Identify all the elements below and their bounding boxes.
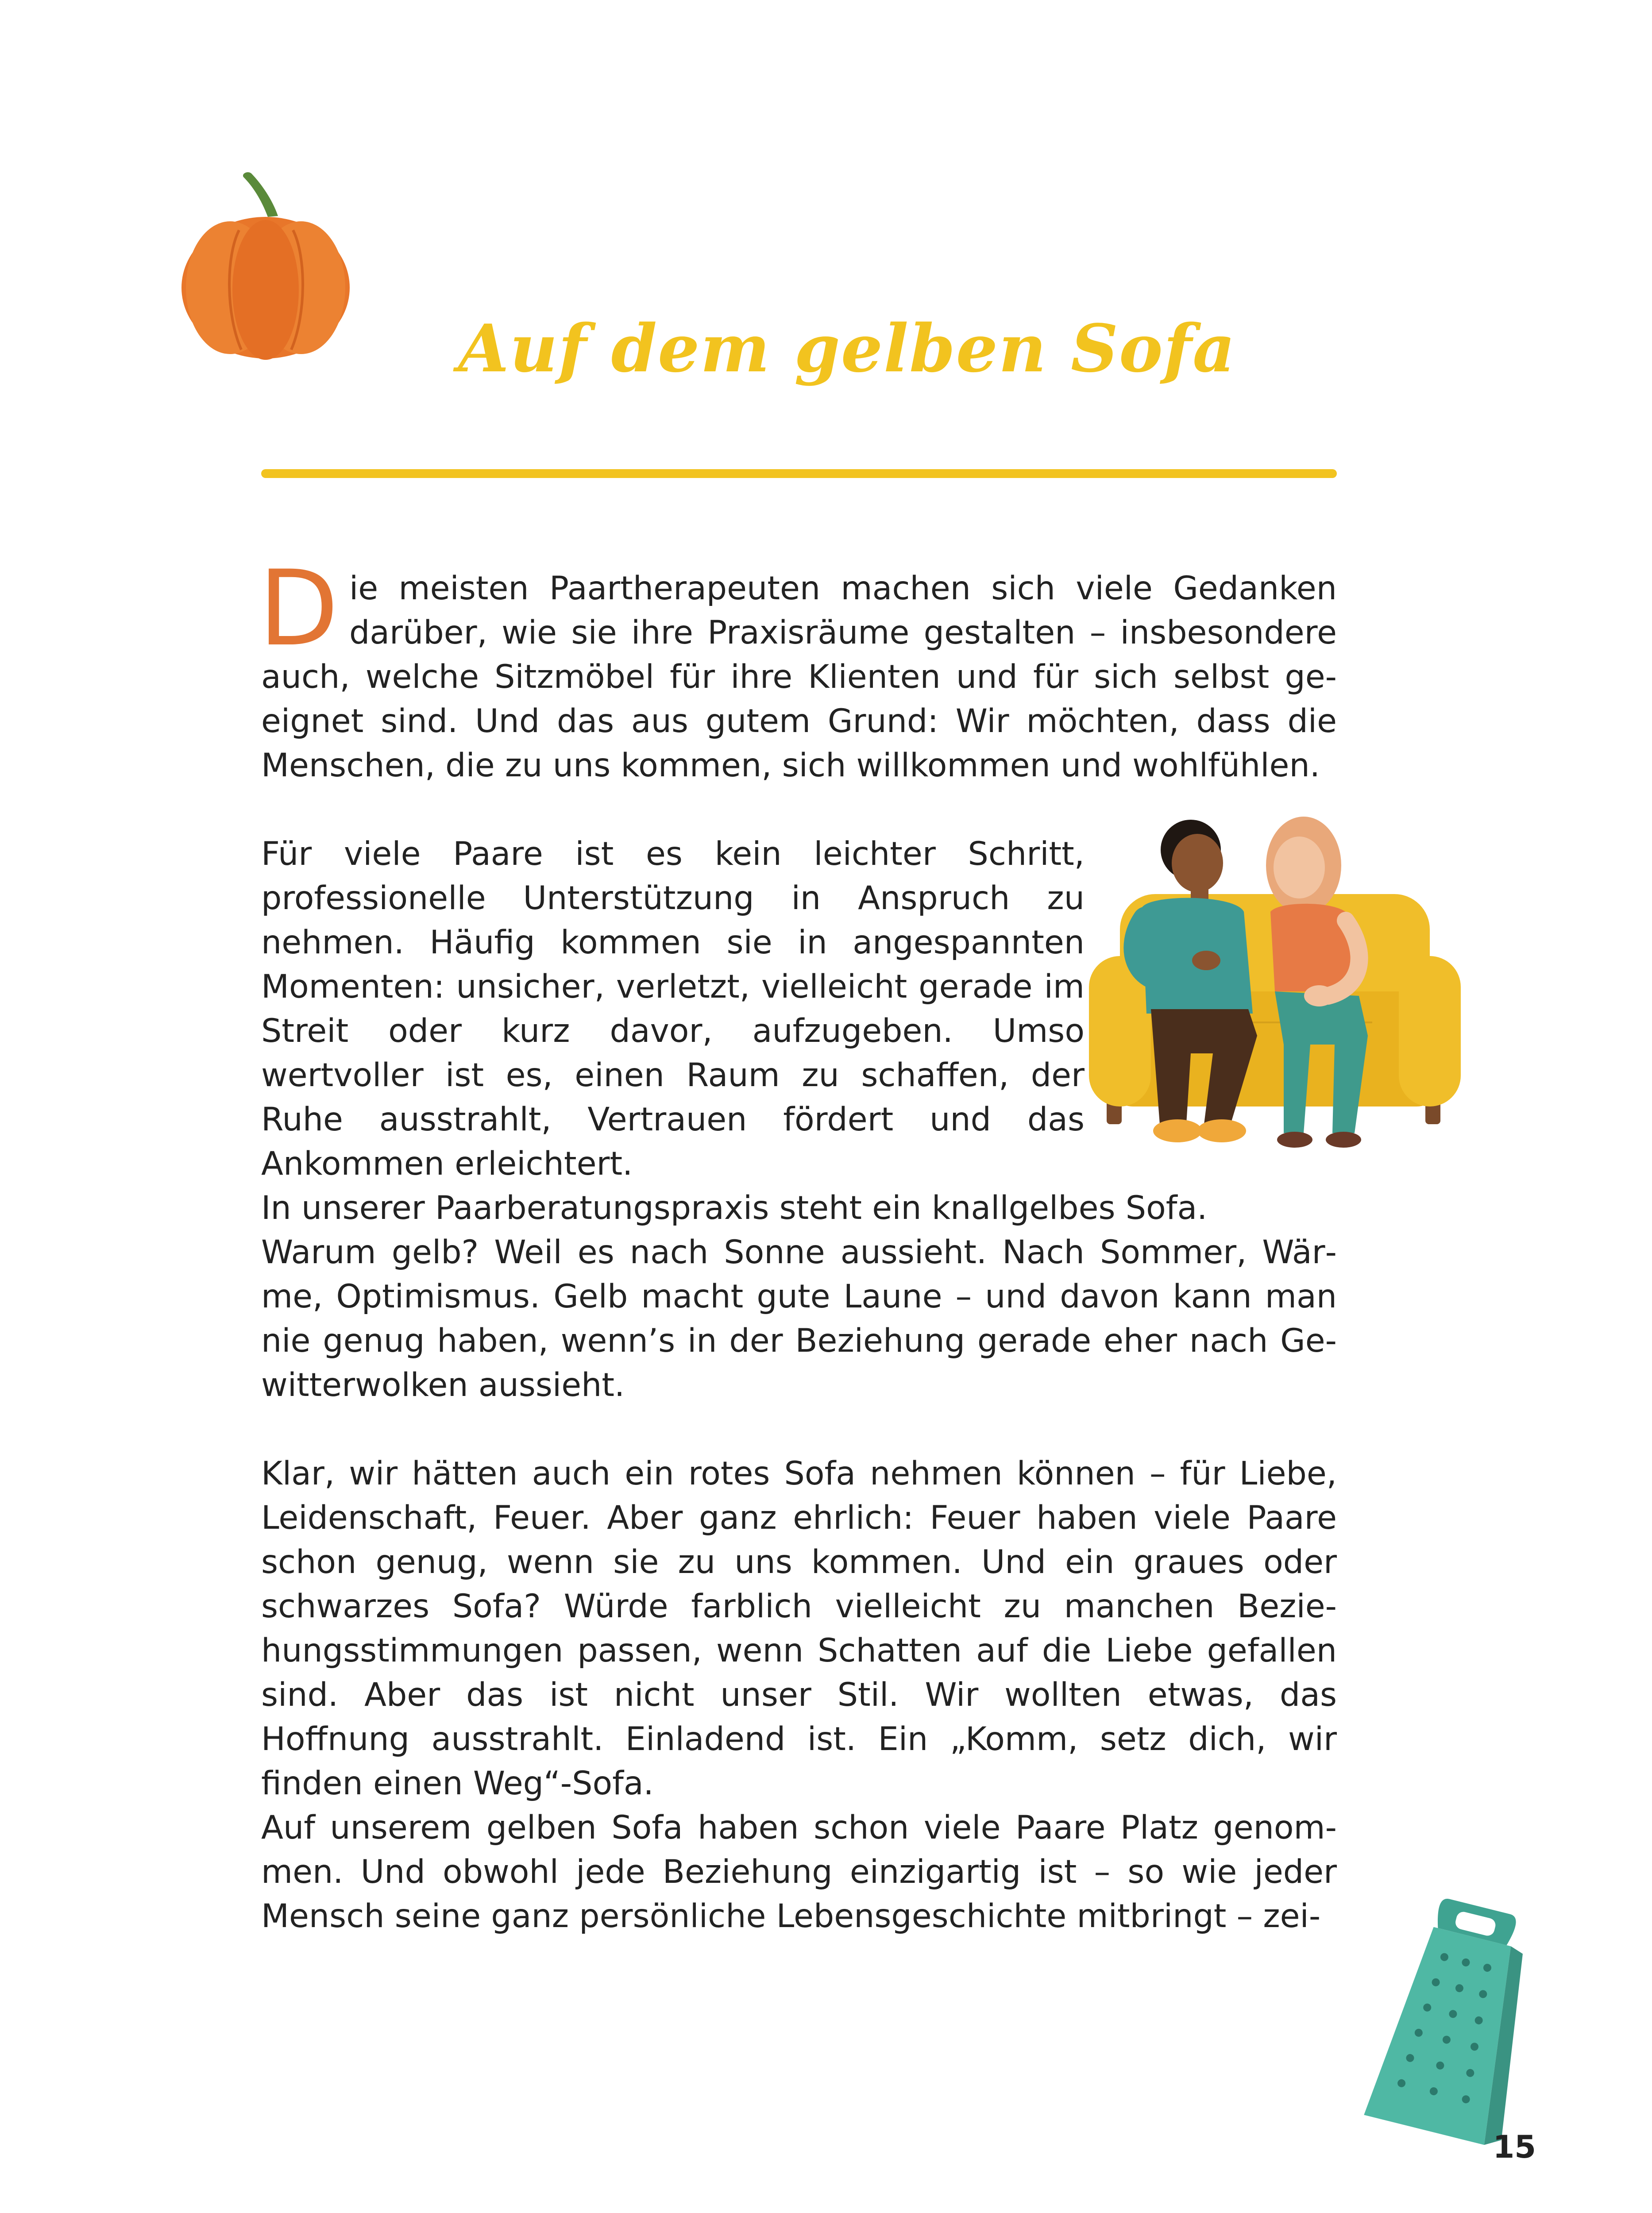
paragraph-5: Auf unserem gelben Sofa haben schon viele Paare Platz genommen. Und obwohl jede Beziehung einzigartig ist – so wie jeder Mensch seine ganz persönliche Lebensgeschichte mitbringt – zei- (261, 1809, 1337, 1935)
pumpkin-icon (177, 168, 363, 363)
paragraph-3 (261, 1186, 1337, 1407)
drop-cap: D (259, 548, 339, 669)
paragraph-2: Für viele Paare ist es kein leichter Schritt, professionelle Unterstützung in Anspruch zu nehmen. Häufig kommen sie in angespannten Momenten: unsicher, verletzt, vielleicht gerade im Streit oder kurz davor, aufzugeben. Umso wertvoller ist es, einen Raum zu schaffen, der Ruhe ausstrahlt, Vertrauen fördert und das Ankommen erleichtert. (261, 835, 1085, 1183)
title-divider (261, 469, 1337, 478)
page-title: Auf dem gelben Sofa (458, 310, 1236, 387)
paragraph-4: Klar, wir hätten auch ein rotes Sofa nehmen können – für Liebe, Leidenschaft, Feuer. Aber ganz ehrlich: Feuer haben viele Paare schon genug, wenn sie zu uns kommen. Und ein graues oder schwarzes Sofa? Würde farblich vielleicht zu manchen Beziehungsstimmungen passen, wenn Schatten auf die Liebe gefallen sind. Aber das ist nicht unser Stil. Wir wollten etwas, das Hoffnung ausstrahlt. Einladend ist. Ein „Komm, setz dich, wir finden einen Weg“-Sofa. (261, 1455, 1337, 1802)
paragraph-3-line-1: In unserer Paarberatungspraxis steht ein knallgelbes Sofa. (261, 1189, 1208, 1227)
paragraph-1-text: ie meisten Paartherapeuten machen sich viele Gedanken darüber, wie sie ihre Praxisräume gestalten – insbesondere auch, welche Sitzmöbel für ihre Klienten und für sich selbst geeignet sind. Und das aus gutem Grund: Wir möchten, dass die Menschen, die zu uns kommen, sich willkommen und wohlfühlen. (261, 570, 1337, 784)
paragraph-1 (259, 548, 1337, 788)
page-number: 15 (1493, 2129, 1536, 2165)
grater-icon (1355, 1885, 1549, 2151)
paragraph-3-text: Warum gelb? Weil es nach Sonne aussieht. Nach Sommer, Wärme, Optimismus. Gelb macht gute Laune – und davon kann man nie genug haben, wenn’s in der Beziehung gerade eher nach Gewitterwolken aussieht. (261, 1234, 1337, 1404)
couple-on-sofa-illustration (1089, 806, 1461, 1168)
